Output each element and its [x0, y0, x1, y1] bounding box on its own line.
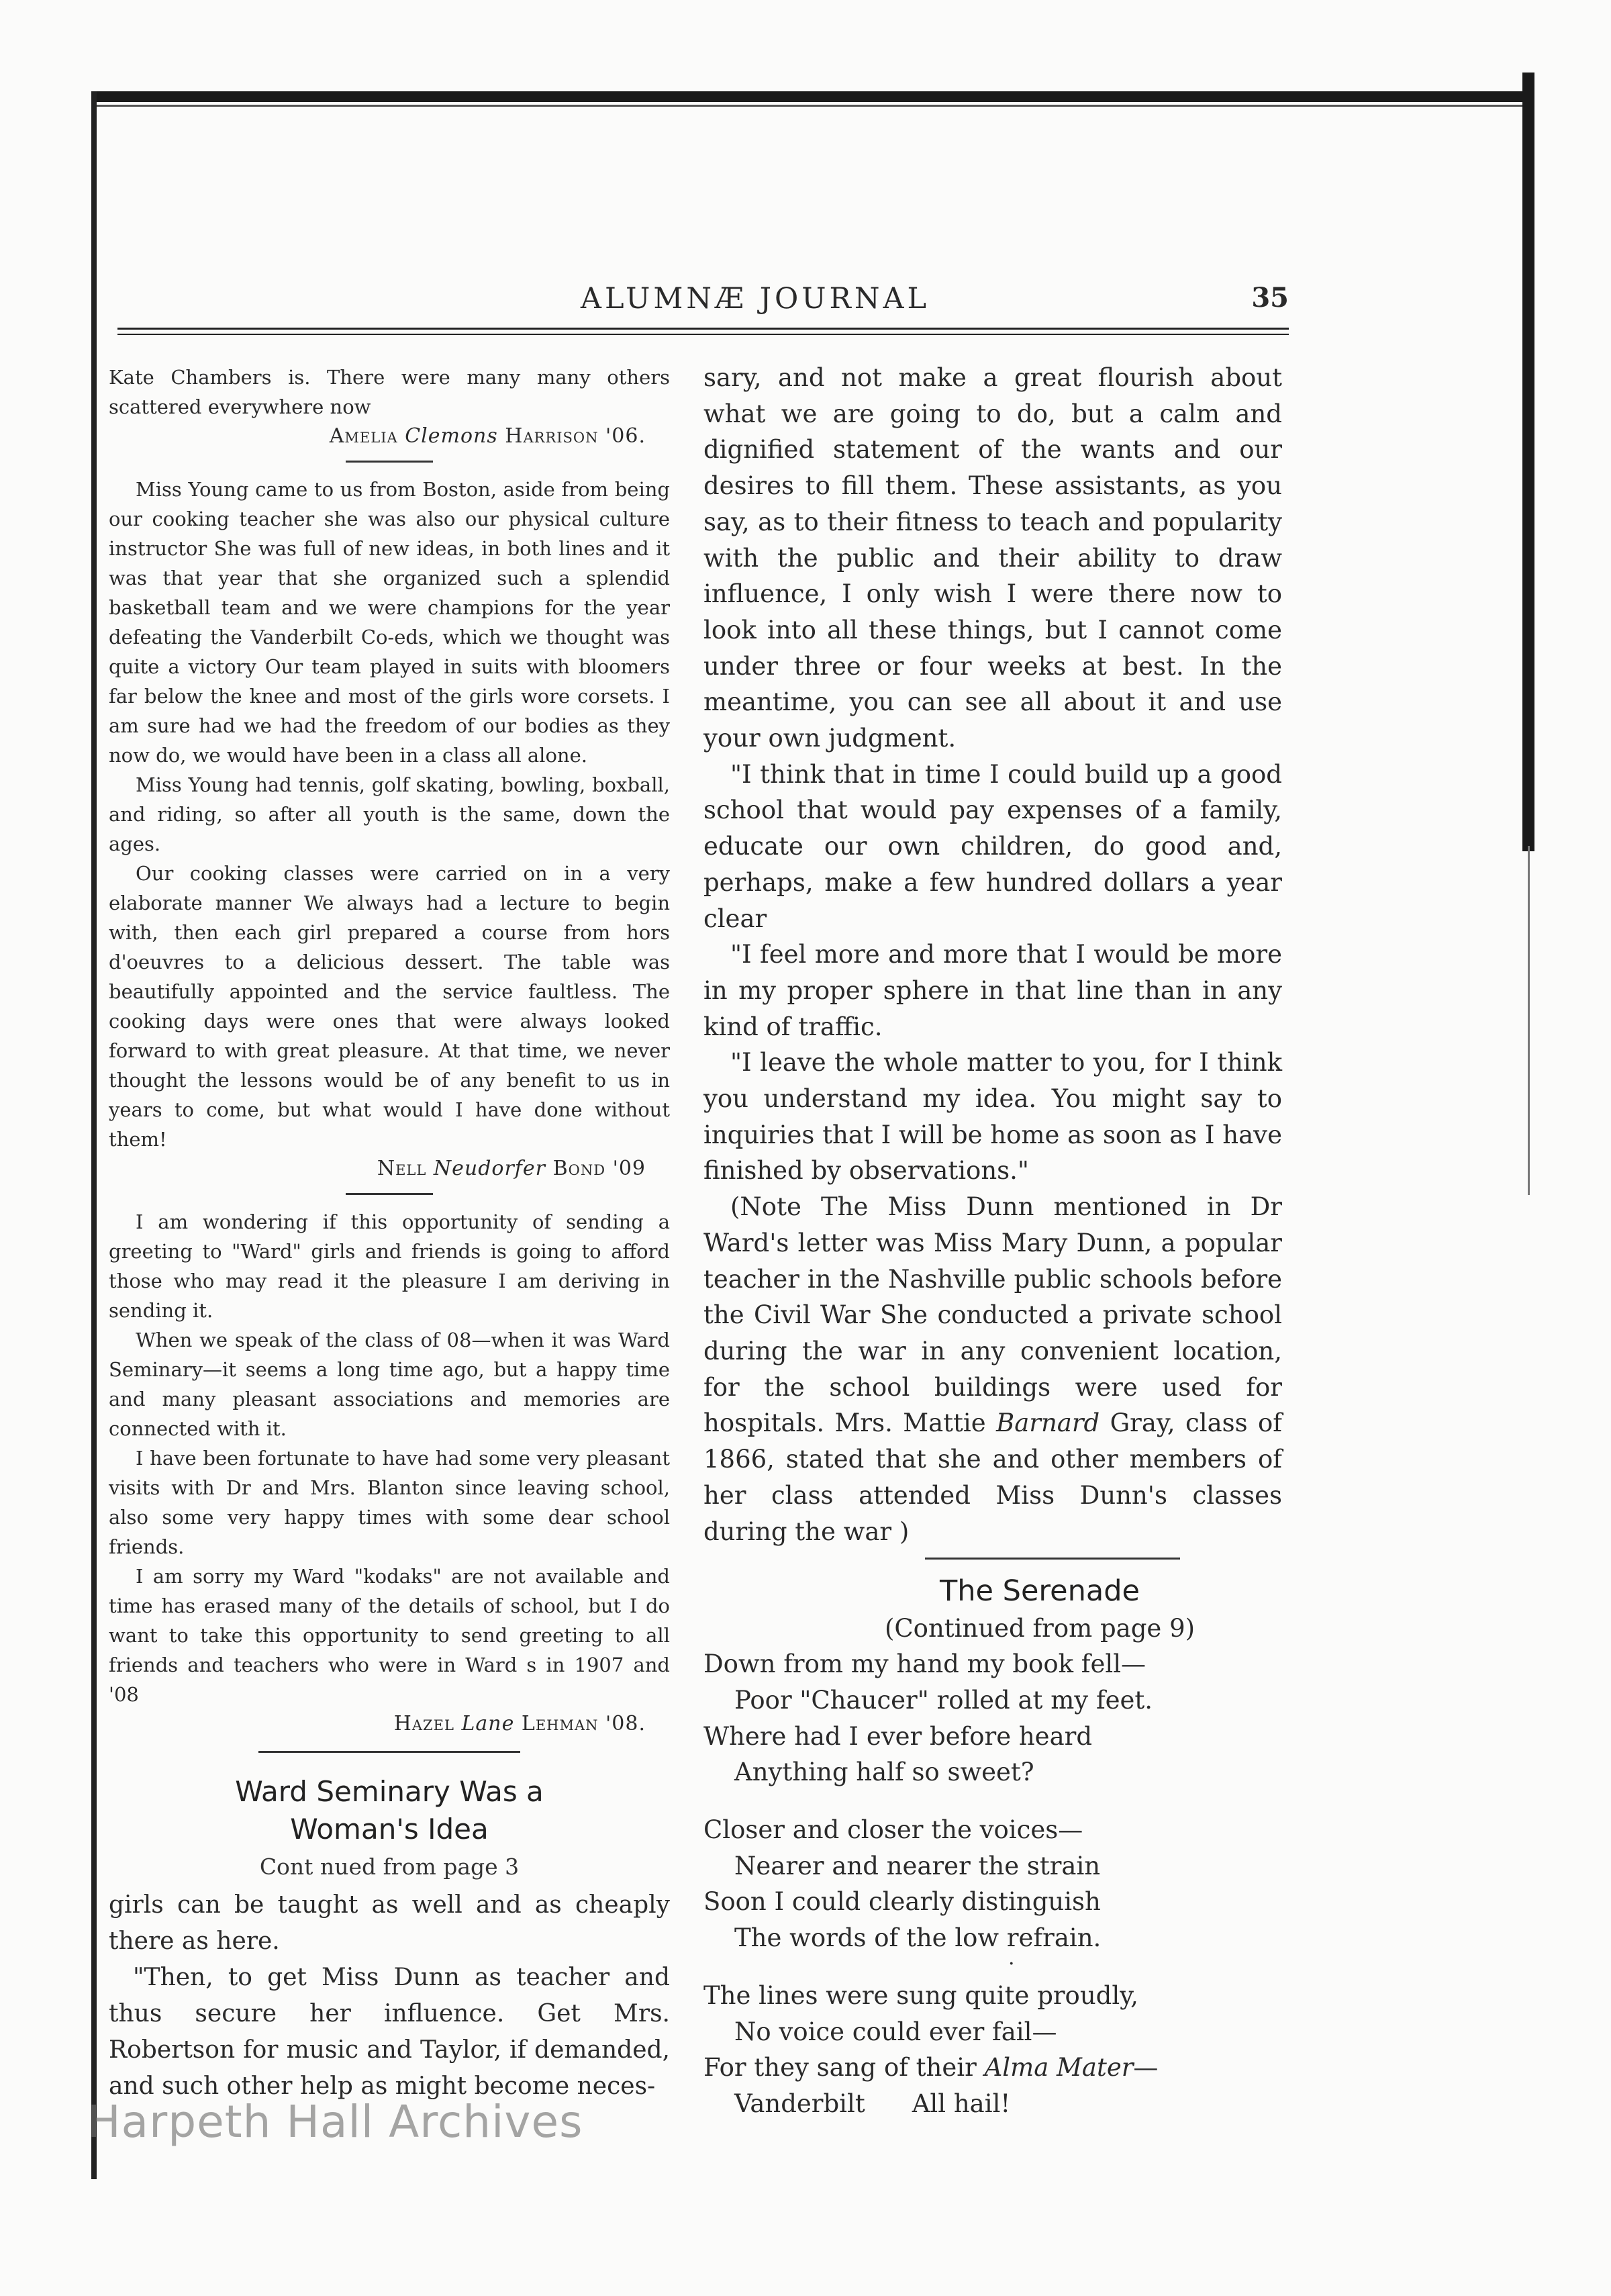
page-header: [117, 282, 1289, 329]
paragraph: girls can be taught as well and as cheaply there as here.: [109, 1891, 670, 1955]
poem-line: Closer and closer the voices—: [703, 1815, 1083, 1845]
continued-note: Cont nued from page 3: [259, 1854, 520, 1880]
poem-italic: Alma Mater: [984, 2053, 1134, 2083]
signature-first: Amelia: [329, 424, 398, 448]
frame-left-border: [91, 91, 97, 2179]
poem-line: [703, 2086, 1282, 2122]
archive-watermark: Harpeth Hall Archives: [87, 2096, 583, 2148]
paragraph: I am sorry my Ward "kodaks" are not available and time has erased many of the details of school, but I do want to take this opportunity to send greeting to all friends and teachers who were in Ward s in 1907 and '08: [109, 1565, 670, 1706]
poem-line: Where had I ever before heard: [703, 1721, 1093, 1751]
poem-text: All hail!: [912, 2089, 1011, 2118]
poem: [703, 1646, 1282, 2121]
article-title: Ward Seminary Was a: [235, 1775, 544, 1808]
paragraph: "Then, to get Miss Dunn as teacher and thus secure her influence. Get Mrs. Robertson for music and Taylor, if demanded, and such other help as might become neces-: [109, 1964, 670, 2100]
paragraph: Our cooking classes were carried on in a very elaborate manner We always had a lecture to begin with, then each girl prepared a course from hors d'oeuvres to a delicious dessert. The table was beautifully appointed and the service faultless. The cooking days were ones that were always looked forward to with great pleasure. At that time, we never thought the lessons would be of any benefit to us in years to come, but what would I have done without them!: [109, 862, 670, 1151]
paragraph: When we speak of the class of 08—when it was Ward Seminary—it seems a long time ago, but a happy time and many pleasant associations and memories are connected with it.: [109, 1329, 670, 1440]
header-rule: [117, 328, 1289, 330]
signature-last: Harrison '06.: [505, 424, 646, 448]
paragraph: "I feel more and more that I would be more in my proper sphere in that line than in any kind of traffic.: [703, 940, 1282, 1041]
continued-note: (Continued from page 9): [884, 1614, 1195, 1643]
right-column: [703, 360, 1282, 2122]
paragraph: Miss Young came to us from Boston, aside from being our cooking teacher she was also our physical culture instructor She was full of new ideas, in both lines and it was that year that she organized such a splendid basketball team and we were champions for the year defeating the Vanderbilt Co-eds, which we thought was quite a victory Our team played in suits with bloomers far below the knee and most of the girls wore corsets. I am sure had we had the freedom of our bodies as they now do, we would have been in a class all alone.: [109, 478, 670, 767]
signature: [109, 1154, 646, 1184]
signature: [109, 422, 646, 451]
poem-line: Poor "Chaucer" rolled at my feet.: [734, 1685, 1153, 1715]
signature-first: Nell: [377, 1157, 427, 1180]
poem-title: The Serenade: [940, 1574, 1140, 1609]
poem-line: No voice could ever fail—: [734, 2017, 1057, 2046]
header-rule-double: [117, 334, 1289, 335]
article-title-line-2: Woman's Idea: [290, 1813, 489, 1846]
paragraph: "I leave the whole matter to you, for I think you understand my idea. You might say to inquiries that I will be home as soon as I have finished by observations.": [703, 1048, 1282, 1186]
note-text: (Note The Miss Dunn mentioned in Dr Ward's letter was Miss Mary Dunn, a popular teacher in the Nashville public schools before the Civil War She conducted a private school during the war in any convenient location, for the school buildings were used for hospitals. Mrs. Mattie: [703, 1192, 1282, 1438]
poem-line: [703, 2050, 1282, 2086]
signature: [109, 1709, 646, 1739]
frame-top-border-thin: [91, 105, 1533, 107]
frame-right-border-faint: [1528, 846, 1530, 1195]
section-divider: [925, 1558, 1180, 1560]
section-divider: [346, 1193, 433, 1195]
paragraph: Kate Chambers is. There were many many others scattered everywhere now: [109, 366, 670, 418]
section-divider: [346, 461, 433, 463]
stanza-break: [703, 1790, 1282, 1812]
journal-title: ALUMNÆ JOURNAL: [580, 282, 930, 316]
note-italic-name: Barnard: [996, 1408, 1100, 1438]
poem-line: Down from my hand my book fell—: [703, 1649, 1146, 1679]
paragraph: I have been fortunate to have had some very pleasant visits with Dr and Mrs. Blanton since leaving school, also some very happy times with some dear school friends.: [109, 1447, 670, 1558]
paragraph: "I think that in time I could build up a good school that would pay expenses of a family, educate our own children, do good and, perhaps, make a few hundred dollars a year clear: [703, 759, 1282, 933]
signature-last: Bond '09: [552, 1157, 646, 1180]
poem-text: For they sang of their: [703, 2053, 985, 2083]
stanza-dot: ·: [1008, 1952, 1015, 1976]
frame-top-border: [91, 91, 1533, 102]
signature-maiden: Neudorfer: [433, 1157, 546, 1180]
frame-right-border: [1522, 73, 1534, 851]
poem-dash: —: [1133, 2053, 1159, 2083]
paragraph: Miss Young had tennis, golf skating, bowling, boxball, and riding, so after all youth is the same, down the ages.: [109, 773, 670, 855]
poem-line: Soon I could clearly distinguish: [703, 1887, 1101, 1917]
note-text-end: Gray, class of 1866, stated that she and other members of her class attended Miss Dunn's classes during the war ): [703, 1408, 1282, 1546]
page-number: 35: [1251, 282, 1289, 314]
poem-text: Vanderbilt: [734, 2089, 865, 2118]
article-divider: [258, 1751, 520, 1753]
poem-line: Anything half so sweet?: [734, 1758, 1034, 1787]
signature-maiden: Clemons: [405, 424, 498, 448]
poem-line: The words of the low refrain.: [734, 1923, 1102, 1953]
paragraph: sary, and not make a great flourish about what we are going to do, but a calm and dignified statement of the wants and our desires to fill them. These assistants, as you say, as to their fitness to teach and popularity with the public and their ability to draw influence, I only wish I were there now to look into all these things, but I cannot come under three or four weeks at best. In the meantime, you can see all about it and use your own judgment.: [703, 363, 1282, 753]
poem-line: The lines were sung quite proudly,: [703, 1980, 1138, 2010]
poem-line: Nearer and nearer the strain: [734, 1851, 1101, 1880]
paragraph: I am wondering if this opportunity of sending a greeting to "Ward" girls and friends is going to afford those who may read it the pleasure I am deriving in sending it.: [109, 1210, 670, 1322]
signature-first: Hazel: [393, 1712, 454, 1735]
signature-maiden: Lane: [461, 1712, 515, 1735]
left-column: [109, 363, 670, 2105]
signature-last: Lehman '08.: [521, 1712, 646, 1735]
editor-note: [703, 1189, 1282, 1549]
